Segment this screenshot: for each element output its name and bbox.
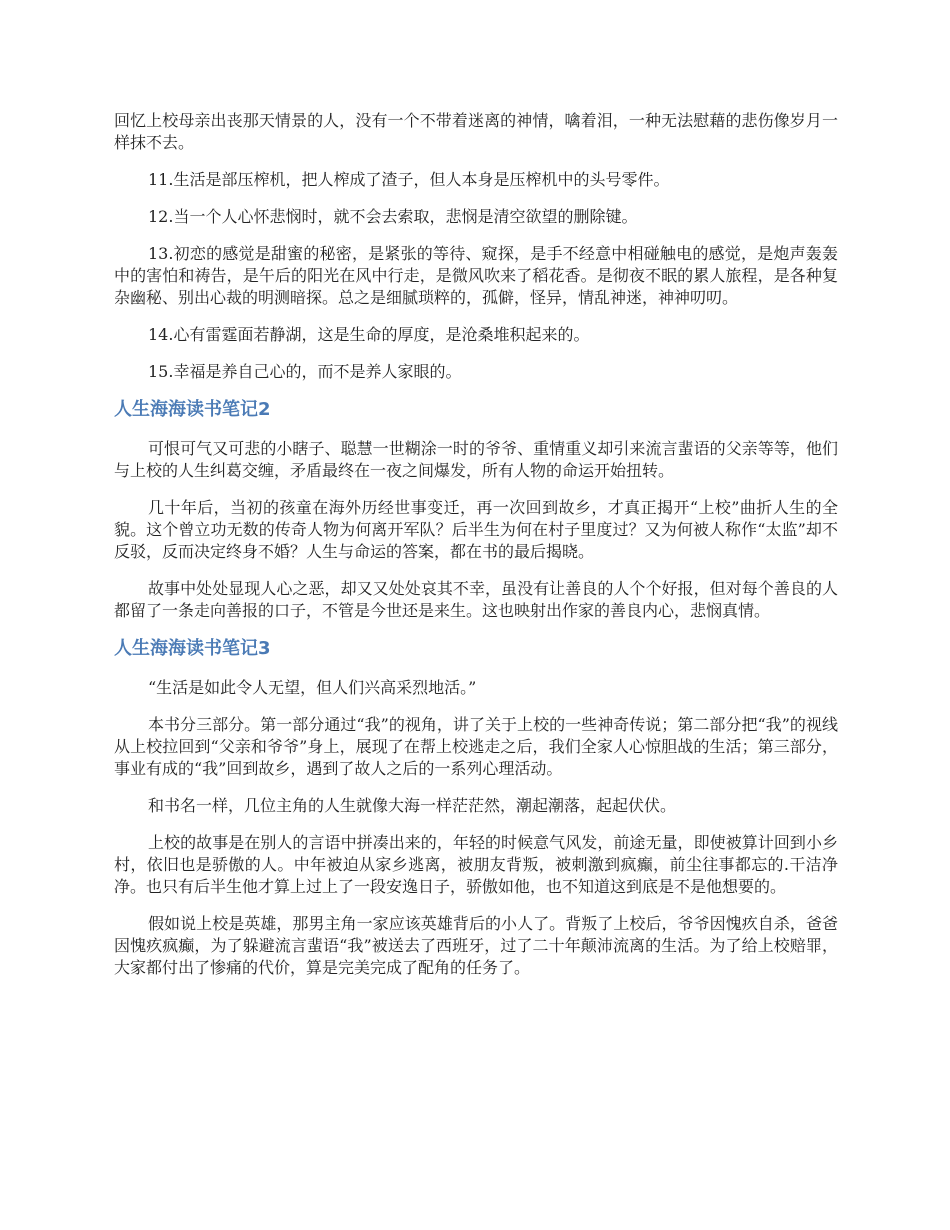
section-heading-3 [114,637,838,661]
section3-paragraph: 和书名一样，几位主角的人生就像大海一样茫茫然，潮起潮落，起起伏伏。 [148,796,677,815]
section3-paragraph: 本书分三部分。第一部分通过“我”的视角，讲了关于上校的一些神奇传说；第二部分把“我”的视线从上校拉回到“父亲和爷爷”身上，展现了在帮上校逃走之后，我们全家人心惊胆战的生活；第三部分，事业有成的“我”回到故乡，遇到了故人之后的一系列心理活动。 [114,715,838,778]
paragraph-continuation: 回忆上校母亲出丧那天情景的人，没有一个不带着迷离的神情，噙着泪，一种无法慰藉的悲伤像岁月一样抹不去。 [114,111,838,152]
section-heading-3-text: 人生海海读书笔记 [114,638,258,659]
quote-item-15: 15.幸福是养自己心的，而不是养人家眼的。 [148,362,462,381]
document-page [114,110,838,994]
section3-paragraph: 假如说上校是英雄，那男主角一家应该英雄背后的小人了。背叛了上校后，爷爷因愧疚自杀，爸爸因愧疚疯癫，为了躲避流言蜚语“我”被送去了西班牙，过了二十年颠沛流离的生活。为了给上校赔罪，大家都付出了惨痛的代价，算是完美完成了配角的任务了。 [114,914,838,977]
section-heading-2-number: 2 [258,399,271,420]
section2-paragraph: 几十年后，当初的孩童在海外历经世事变迁，再一次回到故乡，才真正揭开“上校”曲折人生的全貌。这个曾立功无数的传奇人物为何离开军队？后半生为何在村子里度过？又为何被人称作“太监”却不反驳，反而决定终身不婚？人生与命运的答案，都在书的最后揭晓。 [114,498,838,561]
section-heading-3-number: 3 [258,638,271,659]
section3-paragraph: “生活是如此令人无望，但人们兴高采烈地活。” [148,678,477,697]
section-heading-2-text: 人生海海读书笔记 [114,399,258,420]
quote-item-11: 11.生活是部压榨机，把人榨成了渣子，但人本身是压榨机中的头号零件。 [148,170,670,189]
quote-item-12: 12.当一个人心怀悲悯时，就不会去索取，悲悯是清空欲望的删除键。 [148,207,638,226]
section3-paragraph: 上校的故事是在别人的言语中拼凑出来的，年轻的时候意气风发，前途无量，即使被算计回到小乡村，依旧也是骄傲的人。中年被迫从家乡逃离，被朋友背叛，被刺激到疯癫，前尘往事都忘的.干洁净净。也只有后半生他才算上过上了一段安逸日子，骄傲如他，也不知道这到底是不是他想要的。 [114,833,838,896]
section2-paragraph: 可恨可气又可悲的小瞎子、聪慧一世糊涂一时的爷爷、重情重义却引来流言蜚语的父亲等等，他们与上校的人生纠葛交缠，矛盾最终在一夜之间爆发，所有人物的命运开始扭转。 [114,439,838,480]
section2-paragraph: 故事中处处显现人心之恶，却又又处处哀其不幸，虽没有让善良的人个个好报，但对每个善良的人都留了一条走向善报的口子，不管是今世还是来生。这也映射出作家的善良内心，悲悯真情。 [114,579,838,620]
section-heading-2 [114,398,838,422]
quote-item-13: 13.初恋的感觉是甜蜜的秘密，是紧张的等待、窥探，是手不经意中相碰触电的感觉，是炮声轰轰中的害怕和祷告，是午后的阳光在风中行走，是微风吹来了稻花香。是彻夜不眠的累人旅程，是各种复杂幽秘、别出心裁的明测暗探。总之是细腻琐粹的，孤僻，怪异，情乱神迷，神神叨叨。 [114,244,838,307]
quote-item-14: 14.心有雷霆面若静湖，这是生命的厚度，是沧桑堆积起来的。 [148,325,590,344]
